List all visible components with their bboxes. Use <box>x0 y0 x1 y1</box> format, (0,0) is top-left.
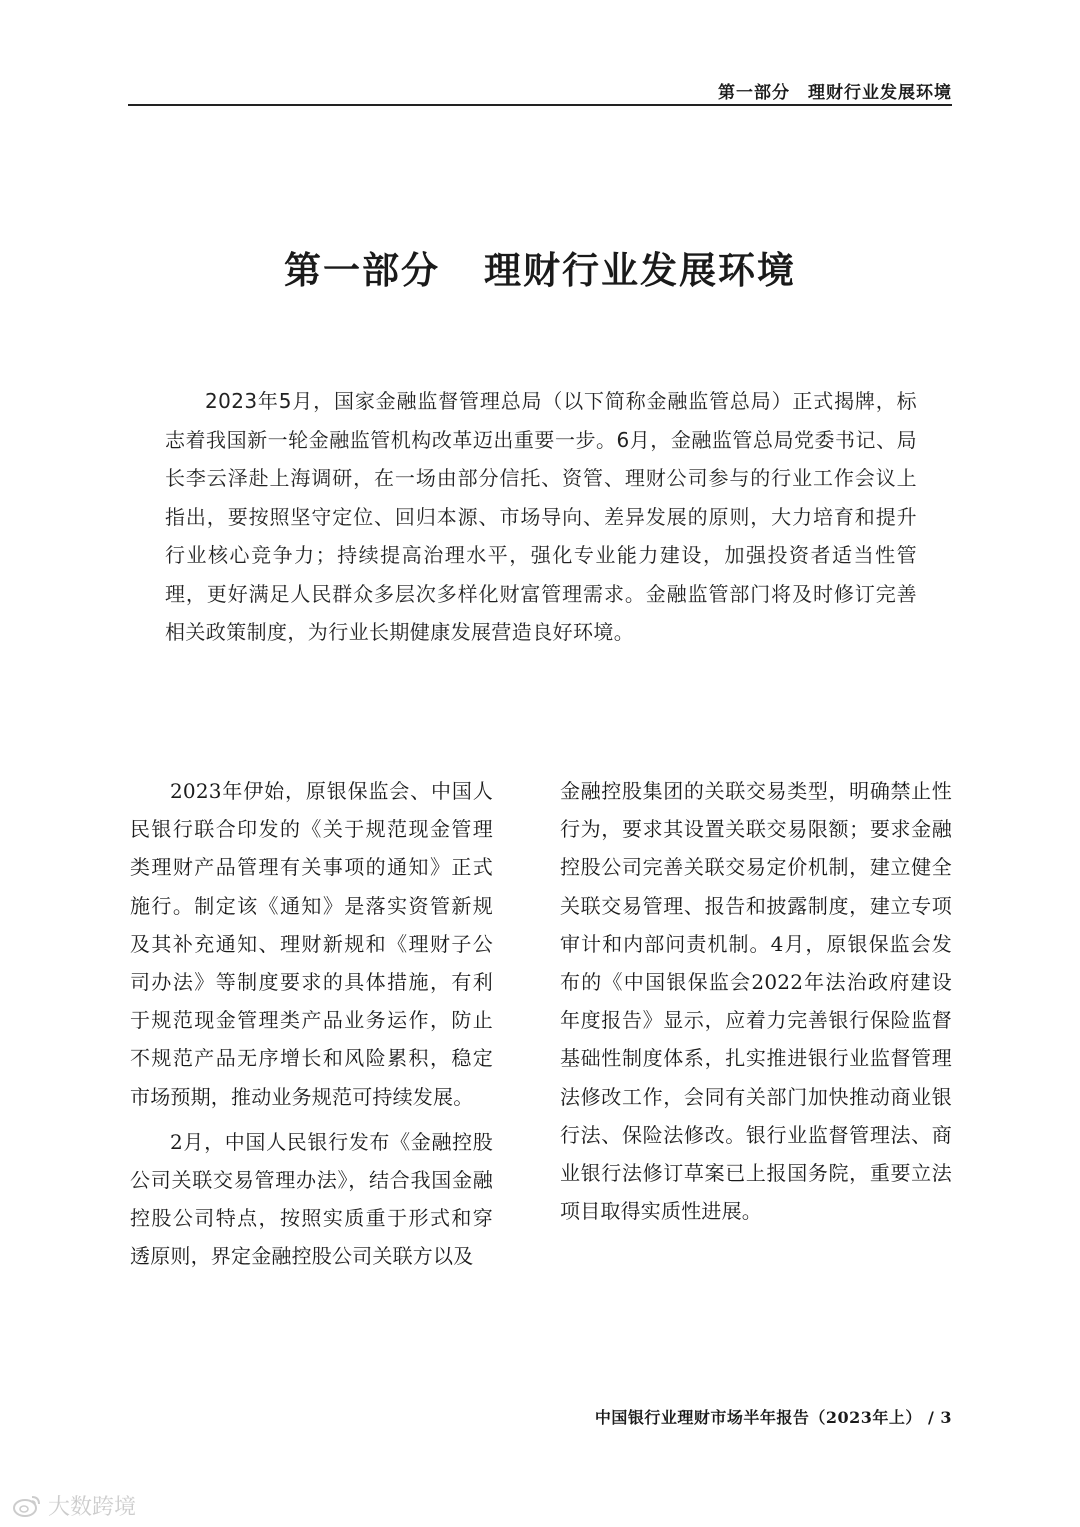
right-paragraph-1: 金融控股集团的关联交易类型，明确禁止性行为，要求其设置关联交易限额；要求金融控股公司完善关联交易定价机制，建立健全关联交易管理、报告和披露制度，建立专项审计和内部问责机制。4月，原银保监会发布的《中国银保监会2022年法治政府建设年度报告》显示，应着力完善银行保险监督基础性制度体系，扎实推进银行业监督管理法修改工作，会同有关部门加快推动商业银行法、保险法修改。银行业监督管理法、商业银行法修订草案已上报国务院，重要立法项目取得实质性进展。 <box>560 779 952 1224</box>
footer-report-title: 中国银行业理财市场半年报告（2023年上） <box>594 1408 922 1427</box>
running-footer <box>595 1405 952 1428</box>
chapter-title <box>0 240 1080 294</box>
right-column <box>560 772 952 1237</box>
chapter-name: 理财行业发展环境 <box>484 248 796 292</box>
weibo-logo-icon <box>12 1494 42 1518</box>
running-header: 第一部分 理财行业发展环境 <box>718 83 952 103</box>
left-paragraph-2: 2月，中国人民银行发布《金融控股公司关联交易管理办法》，结合我国金融控股公司特点，按照实质重于形式和穿透原则，界定金融控股公司关联方以及 <box>130 1129 493 1269</box>
left-column <box>130 772 493 1283</box>
intro-block <box>165 382 917 652</box>
watermark <box>12 1490 136 1521</box>
left-paragraph-1: 2023年伊始，原银保监会、中国人民银行联合印发的《关于规范现金管理类理财产品管理有关事项的通知》正式施行。制定该《通知》是落实资管新规及其补充通知、理财新规和《理财子公司办法》等制度要求的具体措施，有利于规范现金管理类产品业务运作，防止不规范产品无序增长和风险累积，稳定市场预期，推动业务规范可持续发展。 <box>130 779 493 1109</box>
page-number: 3 <box>940 1408 952 1427</box>
footer-separator: / <box>927 1408 935 1427</box>
intro-paragraph: 2023年5月，国家金融监督管理总局（以下简称金融监管总局）正式揭牌，标志着我国新一轮金融监管机构改革迈出重要一步。6月，金融监管总局党委书记、局长李云泽赴上海调研，在一场由部分信托、资管、理财公司参与的行业工作会议上指出，要按照坚守定位、回归本源、市场导向、差异发展的原则，大力培育和提升行业核心竞争力；持续提高治理水平，强化专业能力建设，加强投资者适当性管理，更好满足人民群众多层次多样化财富管理需求。金融监管部门将及时修订完善相关政策制度，为行业长期健康发展营造良好环境。 <box>165 389 917 644</box>
chapter-part: 第一部分 <box>284 248 440 292</box>
watermark-text: 大数跨境 <box>48 1495 137 1520</box>
header-rule <box>128 104 952 106</box>
